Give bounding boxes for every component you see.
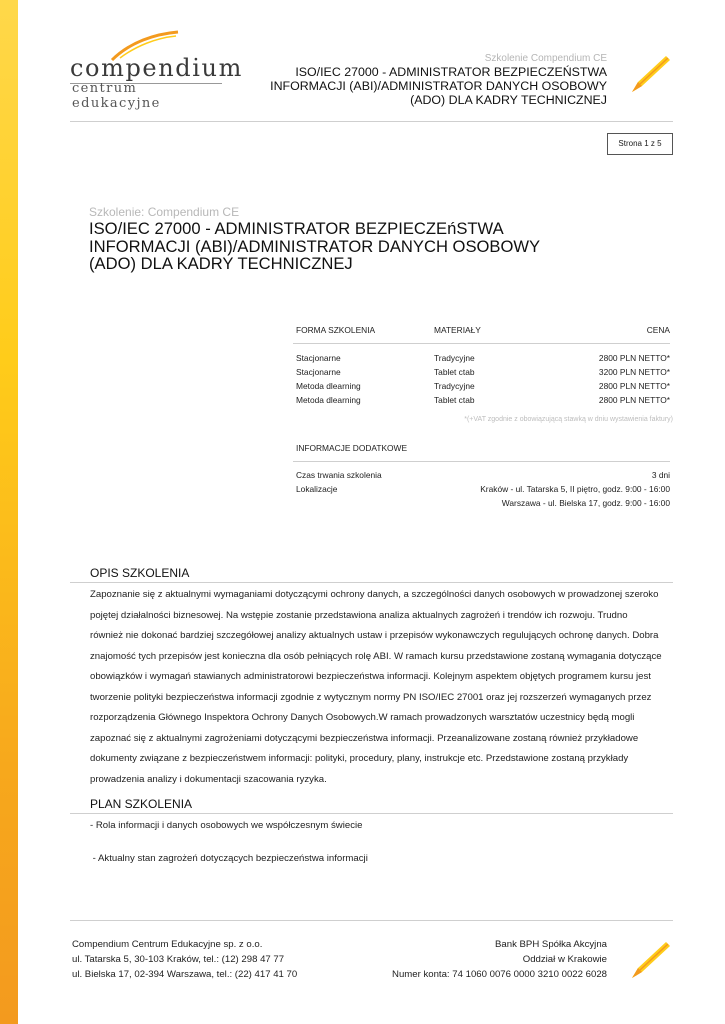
table-row xyxy=(293,367,670,379)
pricing-header-row xyxy=(293,325,670,337)
opis-line: również nie dokonać bardziej szczegółowej analizy aktualnych ustaw i przepisów wykonawczych regulujących ochronę danych. Dobra xyxy=(90,630,659,641)
main-title-line: ISO/IEC 27000 - ADMINISTRATOR BEZPIECZEńSTWA xyxy=(89,219,504,238)
extra-divider xyxy=(293,461,670,462)
section-heading-opis: OPIS SZKOLENIA xyxy=(90,566,190,580)
cell-price: 2800 PLN NETTO* xyxy=(598,395,670,405)
cell-materials: Tablet ctab xyxy=(434,395,475,405)
opis-line: Zapoznanie się z aktualnymi wymaganiami dotyczącymi ochrony danych, a szczególności danych osobowych w prowadzonej szeroko xyxy=(90,589,659,600)
cell-form: Metoda dlearning xyxy=(296,395,361,405)
cell-materials: Tablet ctab xyxy=(434,367,475,377)
cell-price: 3200 PLN NETTO* xyxy=(598,367,670,377)
table-row xyxy=(293,381,670,393)
location-warszawa: Warszawa - ul. Bielska 17, godz. 9:00 - 16:00 xyxy=(501,498,670,508)
location-row xyxy=(293,484,670,496)
col-header-price: CENA xyxy=(646,325,670,335)
section-heading-plan: PLAN SZKOLENIA xyxy=(90,797,193,811)
opis-divider xyxy=(70,582,673,583)
extra-header-row xyxy=(293,443,670,455)
opis-line: znajomość tych przepisów jest konieczna dla osób pełniących rolę ABI. W ramach kursu przedstawione zostaną wymagania dotyczące xyxy=(90,650,662,662)
opis-line: dokumenty związane z bezpieczeństwem informacji: polityki, procedury, plany, instrukcje etc. Przedstawione zostaną przykłady xyxy=(90,753,629,764)
header-title-line: INFORMACJI (ABI)/ADMINISTRATOR DANYCH OSOBOWY xyxy=(270,79,607,93)
main-category: Szkolenie: Compendium CE xyxy=(89,205,240,219)
page-number: Strona 1 z 5 xyxy=(607,133,673,155)
plan-item: - Rola informacji i danych osobowych we współczesnym świecie xyxy=(90,820,363,831)
footer-line: Compendium Centrum Edukacyjne sp. z o.o. xyxy=(72,939,263,950)
opis-text xyxy=(90,585,675,790)
cell-form: Stacjonarne xyxy=(296,367,341,377)
col-header-materials: MATERIAŁY xyxy=(434,325,481,335)
table-row xyxy=(293,395,670,407)
location-label: Lokalizacje xyxy=(296,484,338,494)
main-title xyxy=(89,220,549,273)
col-header-form: FORMA SZKOLENIA xyxy=(296,325,376,335)
duration-label: Czas trwania szkolenia xyxy=(296,470,382,480)
pricing-divider xyxy=(293,343,670,344)
duration-row xyxy=(293,470,670,482)
cell-price: 2800 PLN NETTO* xyxy=(598,353,670,363)
cell-materials: Tradycyjne xyxy=(434,353,475,363)
opis-line: tworzenie polityki bezpieczeństwa informacji zgodnie z wytycznym normy PN ISO/IEC 27001 oraz jej rozszerzeń wymaganych przez xyxy=(90,691,652,703)
main-title-line: (ADO) DLA KADRY TECHNICZNEJ xyxy=(89,254,353,273)
footer-line: ul. Bielska 17, 02-394 Warszawa, tel.: (22) 417 41 70 xyxy=(72,969,298,980)
cell-form: Stacjonarne xyxy=(296,353,341,363)
footer-company xyxy=(72,937,297,982)
cell-form: Metoda dlearning xyxy=(296,381,361,391)
opis-line: rozporządzenia Głównego Inspektora Ochrony Danych Osobowych.W ramach prowadzonych warsztatów uczestnicy będą mogli xyxy=(90,712,635,723)
vat-note: *(+VAT zgodnie z obowiązującą stawką w dniu wystawienia faktury) xyxy=(464,416,673,423)
header-title-line: (ADO) DLA KADRY TECHNICZNEJ xyxy=(410,93,607,107)
opis-line: prowadzenia analizy i dokumentacji szacowania ryzyka. xyxy=(90,773,327,785)
plan-item: - Aktualny stan zagrożeń dotyczących bezpieczeństwa informacji xyxy=(90,853,368,864)
header-category: Szkolenie Compendium CE xyxy=(484,53,607,64)
logo-subtitle: centrum edukacyjne xyxy=(72,81,161,111)
compendium-logo xyxy=(70,30,243,111)
pen-icon xyxy=(628,52,672,96)
footer-line: Bank BPH Spółka Akcyjna xyxy=(495,939,607,950)
footer-line: ul. Tatarska 5, 30-103 Kraków, tel.: (12) 298 47 77 xyxy=(72,954,285,965)
header-title xyxy=(267,65,607,107)
table-row xyxy=(293,353,670,365)
pen-icon xyxy=(628,938,672,982)
opis-line: zapoznać się z aktualnymi zagrożeniami dotyczącymi bezpieczeństwa informacji. Przeanalizowane zostaną również przykładowe xyxy=(90,732,639,744)
duration-value: 3 dni xyxy=(651,470,670,480)
footer-divider xyxy=(70,920,673,921)
opis-line: pojętej działalności biznesowej. Na wstępie zostanie przedstawiona analiza aktualnych zagrożeń i trendów ich rozwoju. Trudno xyxy=(90,609,628,621)
location-krakow: Kraków - ul. Tatarska 5, II piętro, godz. 9:00 - 16:00 xyxy=(480,484,670,494)
plan-divider xyxy=(70,813,673,814)
extra-header: INFORMACJE DODATKOWE xyxy=(296,443,408,453)
main-title-line: INFORMACJI (ABI)/ADMINISTRATOR DANYCH OSOBOWY xyxy=(89,236,541,256)
location-row xyxy=(293,498,670,510)
header-divider xyxy=(70,121,673,122)
footer-bank xyxy=(392,937,607,982)
footer-line: Numer konta: 74 1060 0076 0000 3210 0022 6028 xyxy=(392,969,607,980)
footer-line: Oddział w Krakowie xyxy=(522,954,607,965)
header-title-line: ISO/IEC 27000 - ADMINISTRATOR BEZPIECZEŃSTWA xyxy=(295,65,607,79)
yellow-side-bar xyxy=(0,0,18,1024)
cell-materials: Tradycyjne xyxy=(434,381,475,391)
cell-price: 2800 PLN NETTO* xyxy=(598,381,670,391)
opis-line: obowiązków i wymagań stawianych administratorowi bezpieczeństwa informacji. Kolejnym aspektem objętych programem kursu jest xyxy=(90,671,651,682)
logo-wordmark: compendium xyxy=(70,54,243,82)
